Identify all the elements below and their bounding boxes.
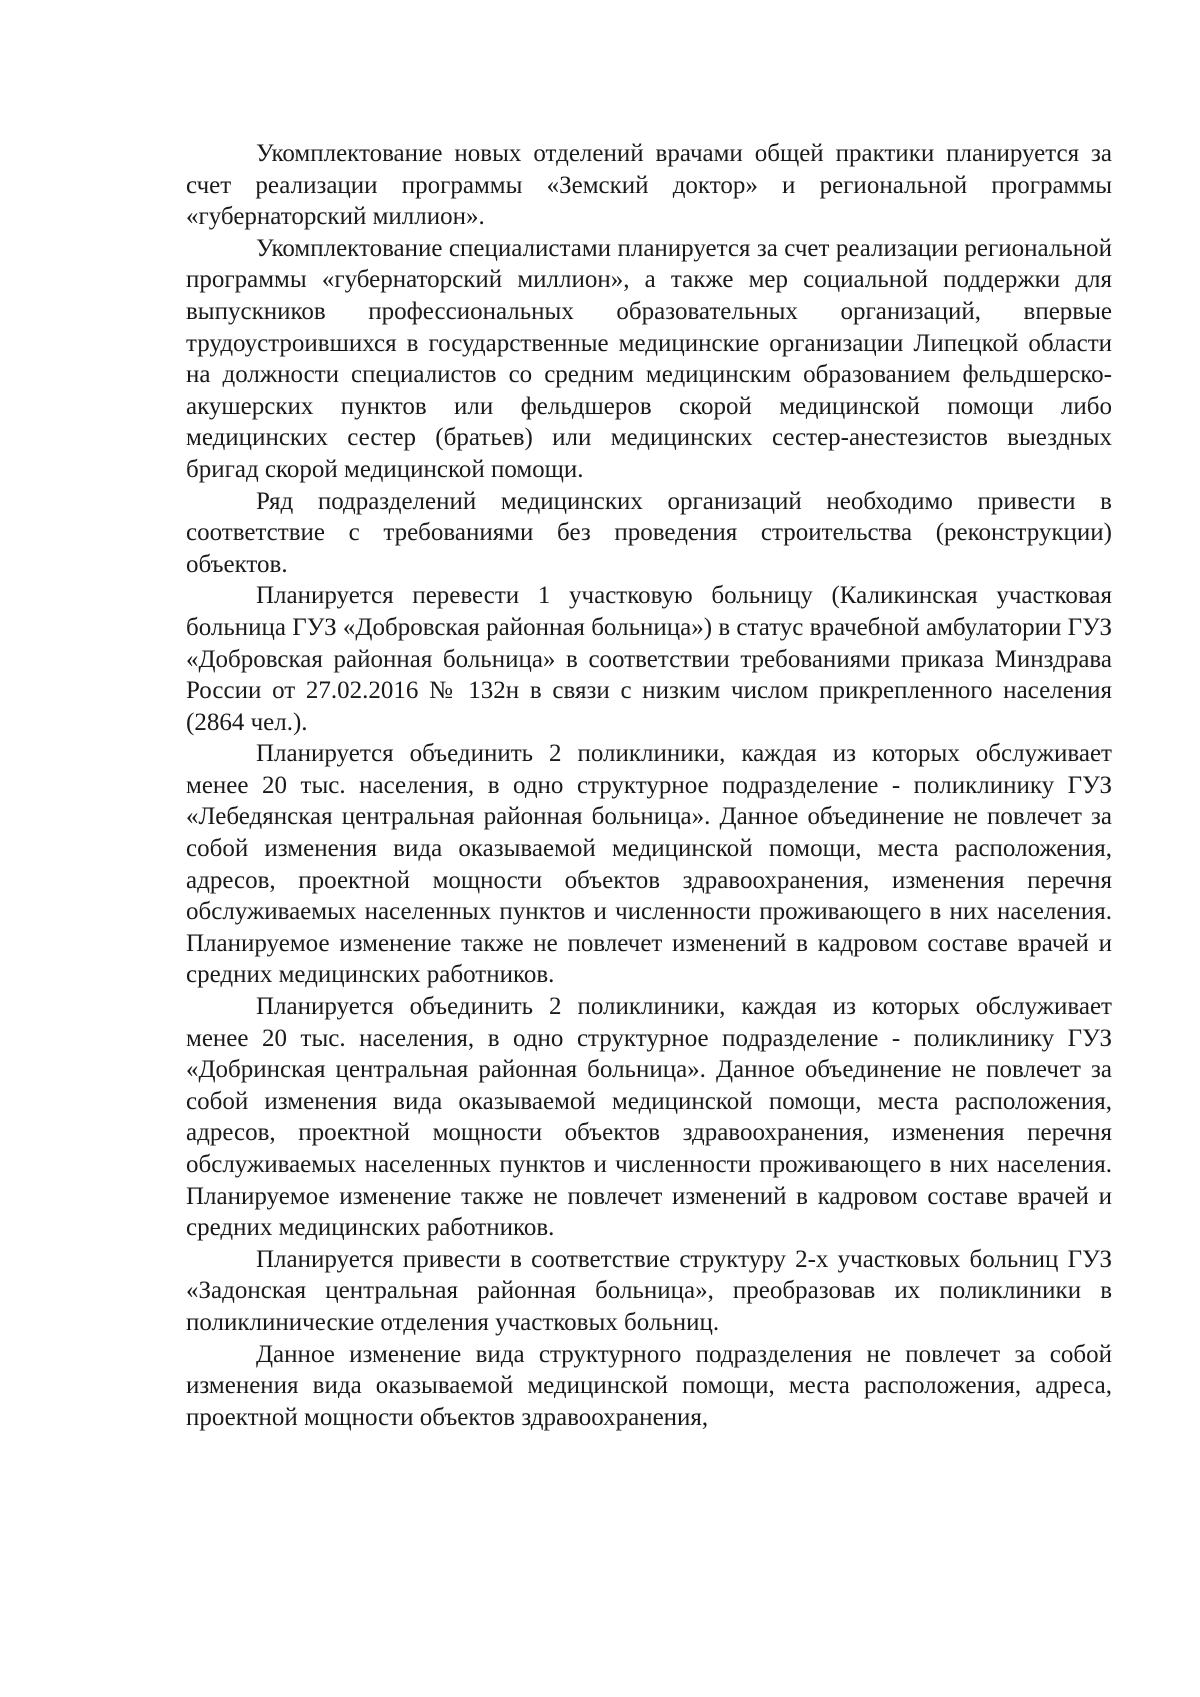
paragraph-structural-change: Данное изменение вида структурного подразделения не повлечет за собой изменения вида оказываемой медицинской помощи, места расположения, адреса, проектной мощности объектов здравоохранения, [186, 1340, 1112, 1431]
paragraph-staffing-specialists: Укомплектование специалистами планируется за счет реализации региональной программы «губернаторский миллион», а также мер социальной поддержки для выпускников профессиональных образовательных организаций, впервые трудоустроившихся в государственные медицинские организации Липецкой области на должности специалистов со средним медицинским образованием фельдшерско-акушерских пунктов или фельдшеров скорой медицинской помощи либо медицинских сестер (братьев) или медицинских сестер-анестезистов выездных бригад скорой медицинской помощи. [186, 234, 1112, 483]
document-body [186, 138, 1112, 1433]
paragraph-staffing-gp: Укомплектование новых отделений врачами общей практики планируется за счет реализации программы «Земский доктор» и региональной программы «губернаторский миллион». [186, 140, 1112, 231]
paragraph-lebedyanskaya-merger: Планируется объединить 2 поликлиники, каждая из которых обслуживает менее 20 тыс. населения, в одно структурное подразделение - поликлинику ГУЗ «Лебедянская центральная районная больница». Данное объединение не повлечет за собой изменения вида оказываемой медицинской помощи, места расположения, адресов, проектной мощности объектов здравоохранения, изменения перечня обслуживаемых населенных пунктов и численности проживающего в них населения. Планируемое изменение также не повлечет изменений в кадровом составе врачей и средних медицинских работников. [186, 740, 1112, 989]
paragraph-dobrinskaya-merger: Планируется объединить 2 поликлиники, каждая из которых обслуживает менее 20 тыс. населения, в одно структурное подразделение - поликлинику ГУЗ «Добринская центральная районная больница». Данное объединение не повлечет за собой изменения вида оказываемой медицинской помощи, места расположения, адресов, проектной мощности объектов здравоохранения, изменения перечня обслуживаемых населенных пунктов и численности проживающего в них населения. Планируемое изменение также не повлечет изменений в кадровом составе врачей и средних медицинских работников. [186, 993, 1112, 1242]
paragraph-kalikinskaya-hospital: Планируется перевести 1 участковую больницу (Каликинская участковая больница ГУЗ «Добровская районная больница») в статус врачебной амбулатории ГУЗ «Добровская районная больница» в соответствии требованиями приказа Минздрава России от 27.02.2016 № 132н в связи с низким числом прикрепленного населения (2864 чел.). [186, 582, 1112, 736]
paragraph-zadonskaya-restructure: Планируется привести в соответствие структуру 2-х участковых больниц ГУЗ «Задонская центральная районная больница», преобразовав их поликлиники в поликлинические отделения участковых больниц. [186, 1245, 1112, 1336]
paragraph-compliance: Ряд подразделений медицинских организаций необходимо привести в соответствие с требованиями без проведения строительства (реконструкции) объектов. [186, 487, 1112, 578]
